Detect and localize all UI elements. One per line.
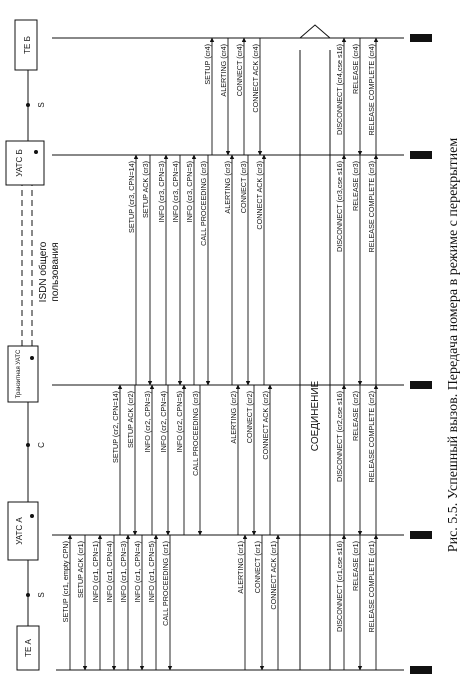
msg-atr-rel-2-label: RELEASE COMPLETE (cr2) [367, 391, 376, 483]
network-label-line1: ISDN общего [38, 241, 49, 303]
end-markers [410, 34, 432, 674]
msg-trb-ans-1-label: CONNECT (cr3) [239, 161, 248, 214]
figure-caption: Рис. 5.5. Успешный вызов. Передача номера в режиме с перекрытием [446, 137, 461, 553]
msg-trb-call-4-label: INFO (cr3, CPN=5) [185, 161, 194, 223]
msg-bte-call-1-label: ALERTING (cr4) [219, 44, 228, 97]
node-uats-a: УАТС А [15, 517, 24, 545]
msg-atr-call-5-label: CALL PROCEEDING (cr3) [191, 391, 200, 476]
msg-atr-rel-0-label: DISCONNECT (cr2,cse s16) [335, 391, 344, 482]
msg-tea-rel-1-label: RELEASE (cr1) [351, 541, 360, 591]
msg-atr-rel-1-label: RELEASE (cr2) [351, 391, 360, 441]
msg-tea-rel-2-label: RELEASE COMPLETE (cr1) [367, 541, 376, 633]
msg-atr-call-2-label: INFO (cr2, CPN=3) [143, 391, 152, 453]
node-te-a: ТЕ А [24, 639, 33, 657]
msg-tea-call-0-label: SETUP (cr1, empty CPN) [61, 541, 70, 623]
msg-bte-call-3-label: CONNECT ACK (cr4) [251, 44, 260, 113]
node-te-b: ТЕ Б [23, 36, 32, 54]
msg-trb-rel-0-label: DISCONNECT (cr3,cse s16) [335, 161, 344, 252]
msg-trb-call-0-label: SETUP (cr3, CPN=14) [127, 161, 136, 233]
msg-tea-rel-0-label: DISCONNECT (cr1,cse s16) [335, 541, 344, 632]
node-transit: Транзитная УАТС [16, 349, 22, 399]
messages-layer [61, 38, 376, 670]
msg-trb-ans-2-label: CONNECT ACK (cr3) [255, 161, 264, 230]
msg-atr-call-1-label: SETUP ACK (cr2) [126, 391, 135, 448]
msg-tea-call-4-label: INFO (cr1, CPN=3) [119, 541, 128, 603]
ref-point-icon [26, 103, 30, 107]
msg-tea-ans-0-label: ALERTING (cr1) [236, 541, 245, 594]
network-label-line2: пользования [50, 242, 61, 302]
ref-s-left: S [37, 592, 46, 598]
ref-point-icon [26, 443, 30, 447]
node-dot-icon [30, 514, 34, 518]
msg-tea-call-7-label: CALL PROCEEDING (cr1) [161, 541, 170, 626]
node-dot-icon [30, 356, 34, 360]
msg-atr-ans-0-label: ALERTING (cr2) [229, 391, 238, 444]
entity-boxes [6, 20, 44, 670]
msg-trb-call-1-label: SETUP ACK (cr3) [141, 161, 150, 218]
msg-bte-call-2-label: CONNECT (cr4) [235, 44, 244, 97]
msg-atr-call-3-label: INFO (cr2, CPN=4) [159, 391, 168, 453]
connection-band [300, 25, 330, 670]
msg-trb-call-3-label: INFO (cr3, CPN=4) [171, 161, 180, 223]
msg-bte-call-0-label: SETUP (cr4) [203, 44, 212, 85]
msg-trb-rel-2-label: RELEASE COMPLETE (cr3) [367, 161, 376, 253]
ref-s-right: S [37, 102, 46, 108]
msg-trb-call-2-label: INFO (cr3, CPN=3) [157, 161, 166, 223]
msg-tea-call-5-label: INFO (cr1, CPN=4) [133, 541, 142, 603]
msg-trb-ans-0-label: ALERTING (cr3) [223, 161, 232, 214]
ref-point-icon [26, 593, 30, 597]
msg-trb-rel-1-label: RELEASE (cr3) [351, 161, 360, 211]
msg-trb-call-5-label: CALL PROCEEDING (cr3) [199, 161, 208, 246]
node-uats-b: УАТС Б [15, 149, 24, 177]
msg-bte-rel-0-label: DISCONNECT (cr4,cse s16) [335, 44, 344, 135]
msg-tea-call-1-label: SETUP ACK (cr1) [76, 541, 85, 598]
msg-atr-ans-1-label: CONNECT (cr2) [245, 391, 254, 444]
msg-atr-call-4-label: INFO (cr2, CPN=5) [175, 391, 184, 453]
ref-c-mid: C [37, 442, 46, 448]
msg-bte-rel-1-label: RELEASE (cr4) [351, 44, 360, 94]
node-dot-icon [34, 150, 38, 154]
connection-label: СОЕДИНЕНИЕ [310, 380, 321, 452]
msg-tea-call-2-label: INFO (cr1, CPN=1) [91, 541, 100, 603]
msg-tea-call-3-label: INFO (cr1, CPN=4) [105, 541, 114, 603]
msg-atr-call-0-label: SETUP (cr2, CPN=14) [111, 391, 120, 463]
msg-tea-ans-1-label: CONNECT (cr1) [253, 541, 262, 594]
msg-tea-call-6-label: INFO (cr1, CPN=5) [147, 541, 156, 603]
msg-tea-ans-2-label: CONNECT ACK (cr1) [269, 541, 278, 610]
msg-atr-ans-2-label: CONNECT ACK (cr2) [261, 391, 270, 460]
msg-bte-rel-2-label: RELEASE COMPLETE (cr4) [367, 44, 376, 136]
